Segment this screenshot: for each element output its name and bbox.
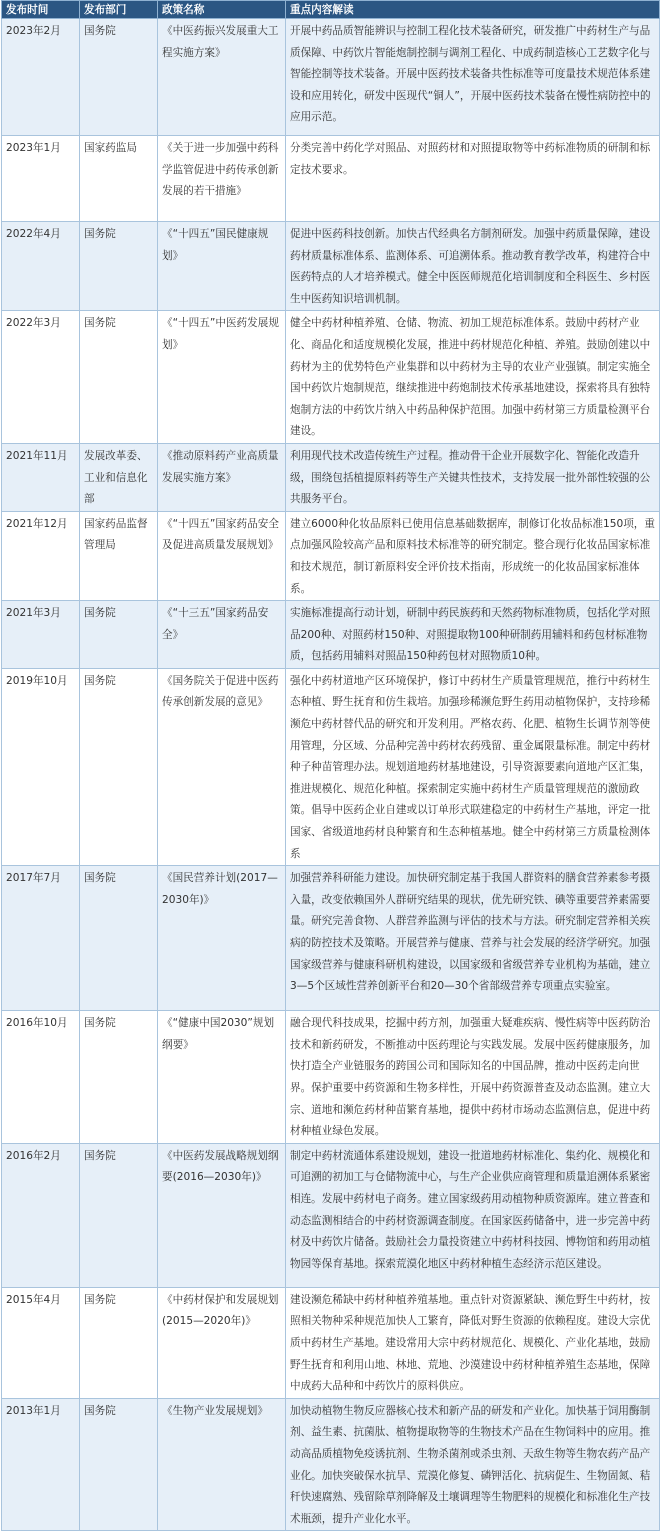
cell-content: 建立6000种化妆品原料已使用信息基础数据库，制修订化妆品标准150项，重点加强风险较高产品和原料技术标准等的研究制定。整合现行化妆品国家标准和技术规范，制订新原料安全评价技术指南，形成统一的化妆品国家标准体系。 xyxy=(286,511,660,600)
header-content: 重点内容解读 xyxy=(286,1,660,19)
cell-dept: 国家药品监督管理局 xyxy=(80,511,158,600)
cell-content: 开展中药品质智能辨识与控制工程化技术装备研究，研发推广中药材生产与品质保障、中药饮片智能炮制控制与调剂工程化、中成药制造核心工艺数字化与智能控制等技术装备。开展中医药技术装备共性标准等可度量技术规范体系建设和应用转化，研发中医现代“铜人”，开展中医药技术装备在慢性病防控中的应用示范。 xyxy=(286,19,660,136)
header-dept: 发布部门 xyxy=(80,1,158,19)
table-row xyxy=(2,311,660,444)
table-row xyxy=(2,866,660,1011)
header-date: 发布时间 xyxy=(2,1,80,19)
cell-policy: 《中医药振兴发展重大工程实施方案》 xyxy=(158,19,286,136)
cell-date: 2023年1月 xyxy=(2,136,80,222)
table-row xyxy=(2,1011,660,1144)
cell-policy: 《“十四五”国民健康规划》 xyxy=(158,222,286,311)
cell-dept: 国务院 xyxy=(80,668,158,865)
table-row xyxy=(2,1398,660,1531)
cell-date: 2021年3月 xyxy=(2,601,80,669)
cell-policy: 《“十三五”国家药品安全》 xyxy=(158,601,286,669)
cell-policy: 《国民营养计划(2017—2030年)》 xyxy=(158,866,286,1011)
cell-policy: 《中药材保护和发展规划(2015—2020年)》 xyxy=(158,1287,286,1398)
cell-date: 2021年12月 xyxy=(2,511,80,600)
cell-date: 2016年2月 xyxy=(2,1143,80,1287)
cell-content: 加快动植物生物反应器核心技术和新产品的研发和产业化。加快基于饲用酶制剂、益生素、抗菌肽、植物提取物等的生物技术产品在生物饲料中的应用。推动高品质植物免疫诱抗剂、生物杀菌剂或杀虫剂、天敌生物等生物农药产品产业化。加快突破保水抗旱、荒漠化修复、磷钾活化、抗病促生、生物固氮、秸秆快速腐熟、残留除草剂降解及土壤调理等生物肥料的规模化和标准化生产技术瓶颈，提升产业化水平。 xyxy=(286,1398,660,1531)
cell-policy: 《关于进一步加强中药科学监管促进中药传承创新发展的若干措施》 xyxy=(158,136,286,222)
cell-content: 实施标准提高行动计划，研制中药民族药和天然药物标准物质，包括化学对照品200种、对照药材150种、对照提取物100种研制药用辅料和药包材标准物质，包括药用辅料对照品150种药包材对照物质10种。 xyxy=(286,601,660,669)
cell-content: 强化中药材道地产区环境保护，修订中药材生产质量管理规范，推行中药材生态种植、野生抚育和仿生栽培。加强珍稀濒危野生药用动植物保护，支持珍稀濒危中药材替代品的研究和开发利用。严格农药、化肥、植物生长调节剂等使用管理，分区域、分品种完善中药材农药残留、重金属限量标准。制定中药材种子种苗管理办法。规划道地药材基地建设，引导资源要素向道地产区汇集，推进规模化、规范化种植。探索制定实施中药材生产质量管理规范的激励政策。倡导中医药企业自建或以订单形式联建稳定的中药材生产基地，评定一批国家、省级道地药材良种繁育和生态种植基地。健全中药材第三方质量检测体系 xyxy=(286,668,660,865)
cell-content: 加强营养科研能力建设。加快研究制定基于我国人群资料的膳食营养素参考摄入量，改变依赖国外人群研究结果的现状，优先研究铁、碘等重要营养素需要量。研究完善食物、人群营养监测与评估的技术与方法。研究制定营养相关疾病的防控技术及策略。开展营养与健康、营养与社会发展的经济学研究。加强国家级营养与健康科研机构建设，以国家级和省级营养专业机构为基础，建立3—5个区域性营养创新平台和20—30个省部级营养专项重点实验室。 xyxy=(286,866,660,1011)
header-policy: 政策名称 xyxy=(158,1,286,19)
cell-content: 融合现代科技成果，挖掘中药方剂，加强重大疑难疾病、慢性病等中医药防治技术和新药研发，不断推动中医药理论与实践发展。发展中医药健康服务，加快打造全产业链服务的跨国公司和国际知名的中国品牌，推动中医药走向世界。保护重要中药资源和生物多样性，开展中药资源普查及动态监测。建立大宗、道地和濒危药材种苗繁育基地，提供中药材市场动态监测信息，促进中药材种植业绿色发展。 xyxy=(286,1011,660,1144)
cell-content: 制定中药材流通体系建设规划，建设一批道地药材标准化、集约化、规模化和可追溯的初加工与仓储物流中心，与生产企业供应商管理和质量追溯体系紧密相连。发展中药材电子商务。建立国家级药用动植物种质资源库。建立普查和动态监测相结合的中药材资源调查制度。在国家医药储备中，进一步完善中药材及中药饮片储备。鼓励社会力量投资建立中药材科技园、博物馆和药用动植物园等保育基地。探索荒漠化地区中药材种植生态经济示范区建设。 xyxy=(286,1143,660,1287)
table-row xyxy=(2,19,660,136)
cell-content: 建设濒危稀缺中药材种植养殖基地。重点针对资源紧缺、濒危野生中药材，按照相关物种采种规范加快人工繁育，降低对野生资源的依赖程度。建设大宗优质中药材生产基地。建设常用大宗中药材规范化、规模化、产业化基地，鼓励野生抚育和利用山地、林地、荒地、沙漠建设中药材种植养殖生态基地，保障中成药大品种和中药饮片的原料供应。 xyxy=(286,1287,660,1398)
cell-content: 利用现代技术改造传统生产过程。推动骨干企业开展数字化、智能化改造升级，围绕包括植提原料药等生产关键共性技术，支持发展一批外部性较强的公共服务平台。 xyxy=(286,443,660,511)
cell-dept: 国务院 xyxy=(80,311,158,444)
cell-date: 2017年7月 xyxy=(2,866,80,1011)
cell-date: 2021年11月 xyxy=(2,443,80,511)
cell-policy: 《中医药发展战略规划纲要(2016—2030年)》 xyxy=(158,1143,286,1287)
cell-date: 2022年4月 xyxy=(2,222,80,311)
cell-dept: 国务院 xyxy=(80,1143,158,1287)
cell-dept: 国务院 xyxy=(80,601,158,669)
cell-policy: 《推动原料药产业高质量发展实施方案》 xyxy=(158,443,286,511)
cell-dept: 国家药监局 xyxy=(80,136,158,222)
table-row xyxy=(2,136,660,222)
header-row xyxy=(2,1,660,19)
cell-dept: 国务院 xyxy=(80,1398,158,1531)
cell-policy: 《生物产业发展规划》 xyxy=(158,1398,286,1531)
table-row xyxy=(2,1143,660,1287)
cell-date: 2016年10月 xyxy=(2,1011,80,1144)
cell-dept: 国务院 xyxy=(80,1011,158,1144)
cell-date: 2013年1月 xyxy=(2,1398,80,1531)
table-row xyxy=(2,1287,660,1398)
cell-policy: 《国务院关于促进中医药传承创新发展的意见》 xyxy=(158,668,286,865)
cell-policy: 《“十四五”国家药品安全及促进高质量发展规划》 xyxy=(158,511,286,600)
cell-date: 2019年10月 xyxy=(2,668,80,865)
cell-dept: 国务院 xyxy=(80,1287,158,1398)
table-row xyxy=(2,668,660,865)
cell-content: 促进中医药科技创新。加快古代经典名方制剂研发。加强中药质量保障，建设药材质量标准体系、监测体系、可追溯体系。推动教育教学改革，构建符合中医药特点的人才培养模式。健全中医医师规范化培训制度和全科医生、乡村医生中医药知识培训机制。 xyxy=(286,222,660,311)
table-row xyxy=(2,601,660,669)
cell-dept: 国务院 xyxy=(80,222,158,311)
cell-policy: 《“十四五”中医药发展规划》 xyxy=(158,311,286,444)
cell-content: 健全中药材种植养殖、仓储、物流、初加工规范标准体系。鼓励中药材产业化、商品化和适度规模化发展，推进中药材规范化种植、养殖。鼓励创建以中药材为主的优势特色产业集群和以中药材为主导的农业产业强镇。制定实施全国中药饮片炮制规范，继续推进中药炮制技术传承基地建设，探索将具有独特炮制方法的中药饮片纳入中药品种保护范围。加强中药材第三方质量检测平台建设。 xyxy=(286,311,660,444)
policy-table xyxy=(1,0,660,1531)
cell-dept: 发展改革委、工业和信息化部 xyxy=(80,443,158,511)
cell-dept: 国务院 xyxy=(80,866,158,1011)
cell-content: 分类完善中药化学对照品、对照药材和对照提取物等中药标准物质的研制和标定技术要求。 xyxy=(286,136,660,222)
cell-dept: 国务院 xyxy=(80,19,158,136)
table-row xyxy=(2,511,660,600)
cell-policy: 《“健康中国2030”规划纲要》 xyxy=(158,1011,286,1144)
table-row xyxy=(2,443,660,511)
cell-date: 2022年3月 xyxy=(2,311,80,444)
cell-date: 2023年2月 xyxy=(2,19,80,136)
table-row xyxy=(2,222,660,311)
cell-date: 2015年4月 xyxy=(2,1287,80,1398)
